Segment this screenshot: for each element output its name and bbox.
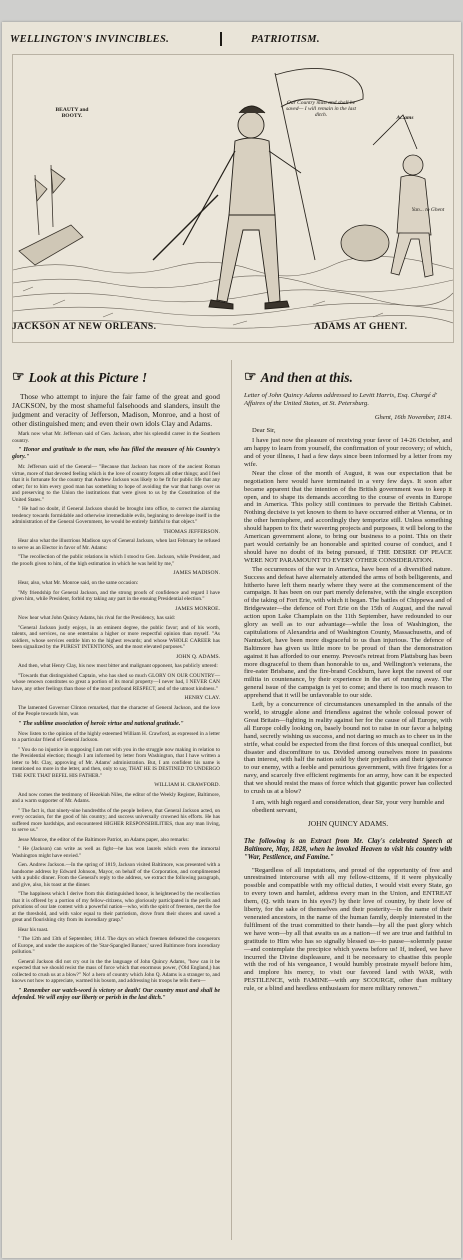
column-divider xyxy=(231,360,232,1240)
letter-signature: JOHN QUINCY ADAMS. xyxy=(307,818,389,828)
pointing-hand-icon: ☞ xyxy=(12,370,25,385)
caption-jackson-new-orleans: JACKSON AT NEW ORLEANS. xyxy=(12,322,157,332)
signature-madison: JAMES MADISON. xyxy=(173,570,220,577)
paragraph: "General Jackson justly enjoys, in an eminent degree, the public favor; and of his worth, talents, and services, no one entertains a higher or more respectful opinion than myself. "As soldiers, whose services entitle him to the highest rewards; and whose WHOLE CAREER has been signalized by the PUREST INTENTIONS, and the most elevated purposes." xyxy=(12,624,220,651)
paragraph: Now listen to the opinion of the highly esteemed William H. Crawford, as expressed in a letter to a particular friend of General Jackson. xyxy=(12,730,220,744)
paragraph: " He had no doubt, if General Jackson should be brought into office, to correct the alarming tendency towards formidable and otherwise irremediable evils, beginning to develope itself in the administration of the General Government, he would be entirely faithful to that object." xyxy=(12,506,220,526)
pointing-hand-icon: ☞ xyxy=(244,370,257,385)
header-left-title: WELLINGTON'S INVINCIBLES. xyxy=(10,34,170,45)
letter-salutation: Dear Sir, xyxy=(252,427,276,435)
paragraph: Gen. Andrew Jackson.—In the spring of 1819, Jackson visited Baltimore, was presented with a handsome address by Edward Johnson, Mayor, on behalf of the Corporation, and complimented with a public dinner. From the General's reply to the address, we extract the following paragraph, and give, also, his toast at the dinner. xyxy=(12,862,220,888)
signature-clay: HENRY CLAY. xyxy=(184,695,220,702)
paragraph: Hear, also, what Mr. Monroe said, on the same occasion: xyxy=(18,580,139,587)
paragraph: "My friendship for General Jackson, and the strong proofs of confidence and regard I have given him, while President, forbid my taking any part in the ensuing Presidential election." xyxy=(12,589,220,603)
paragraph: And then, what Henry Clay, his now most bitter and malignant opponent, has publicly uttered: xyxy=(18,663,218,670)
paragraph: "Regardless of all imputations, and proud of the opportunity of free and unrestrained intercourse with all my fellow-citizens, if it were physically possible and compatible with my official duties, I would visit every State, go to every town and hamlet, address every man in the Union, and ENTREAT them, (Q. with tears in his eyes?) by their love of country, by their love of liberty, for the sake of themselves and their posterity—in the name of their venerated ancestors, in the name of the human family, deeply interested in the fulfilment of the trust committed to their hands—by all the past glory which we have won—by all that awaits us as a nation—if we are true and faithful in gratitude to Him who has so signally blessed us—to pause—solemnly pause—and contemplate the precipice which yawns before us! If, indeed, we have incurred the Divine displeasure, and it be necessary to chastise this people with the rod of his vengeance, I would humbly prostrate myself before him, and implore his mercy, to visit our favored land with WAR, with PESTILENCE, with FAMINE—with any SCOURGE, other than military rule, or a blind and heedless enthusiasm for mere military renown." xyxy=(244,866,452,993)
extract-title: The following is an Extract from Mr. Clay's celebrated Speech at Baltimore, May, 1828, when he invoked Heaven to visit his country with "War, Pestilence, and Famine." xyxy=(244,837,452,862)
paragraph: Hear his toast. xyxy=(18,926,49,933)
left-lede: Those who attempt to injure the fair fame of the great and good JACKSON, by the most shameful falsehoods and slanders, insult the judgment and veracity of Jefferson, Madison, Monroe, and a host of other distinguished men; and even their own idols Clay and Adams. xyxy=(12,392,220,429)
header-right-title: PATRIOTISM. xyxy=(251,34,320,45)
caption-country-saved: Our Country must and shall be saved— I will remain in the last ditch. xyxy=(285,100,357,118)
letter-date: Ghent, 16th November, 1814. xyxy=(374,414,452,422)
signature-jefferson: THOMAS JEFFERSON. xyxy=(163,528,220,535)
caricature-illustration xyxy=(12,54,454,343)
paragraph: Mr. Jefferson said of the General— "Because that Jackson has more of the ancient Roman virtue, more of that devoted feeling which is the love of country forgets all other things; and I feel that it is fortunate for the country that Andrew Jackson was likely to be fit for public life that any other; for to him every good man has something to hope of avoiding the war that hangs over us and preserving to the Union the institutions that were given to us by the Constitution of the United States." xyxy=(12,464,220,503)
quote: " Honor and gratitude to the man, who has filled the measure of his Country's glory." xyxy=(12,447,220,461)
left-heading xyxy=(12,370,220,386)
quote: " Remember our watch-word is victory or death! Our country must and shall be defended. We will enjoy our liberty or perish in the last ditch." xyxy=(12,987,220,1001)
signature-monroe: JAMES MONROE. xyxy=(175,605,220,612)
right-heading xyxy=(244,370,452,386)
caption-adams-ghent: ADAMS AT GHENT. xyxy=(314,322,408,332)
caricature-drawing xyxy=(13,55,453,342)
letter-body xyxy=(244,437,452,796)
extract-body xyxy=(244,867,452,994)
paragraph: And now comes the testimony of Hezekiah Niles, the editor of the Weekly Register, Baltimore, and a warm supporter of Mr. Adams. xyxy=(12,791,220,805)
quote: " The sublime association of heroic virtue and national gratitude." xyxy=(18,720,184,727)
right-column xyxy=(244,370,452,996)
header-divider xyxy=(220,32,222,46)
signature-crawford: WILLIAM H. CRAWFORD. xyxy=(154,782,220,789)
letter-closing: I am, with high regard and consideration, dear Sir, your very humble and obedient servant, xyxy=(252,798,445,814)
paragraph: " The fact is, that ninety-nine hundredths of the people believe, that General Jackson acted, on every occasion, for the good of his country; and success universally crowned his efforts. He has suffered more hardships, and encountered HIGHER RESPONSIBILITIES, than any man living, to serve us." xyxy=(12,807,220,834)
caption-beauty-booty: BEAUTY and BOOTY. xyxy=(55,107,89,119)
paragraph: Now hear what John Quincy Adams, his rival for the Presidency, has said: xyxy=(18,615,176,622)
paragraph: The occurrences of the war in America, have been of a diversified nature. Success and defeat have alternately attended the arms of both belligerents, and hitherto have left them nearly where they were at the commencement of the campaign. It has been on our part merely defensive, with the single exception of the taking of Fort Erie, with which it began. The battles of Chippewa and of Bridgewater—the defence of Fort Erie on the 15th of August, and the naval action upon Lake Champlain on the 11th September, have redounded to our glory as well as to our advantage—while the loss of Washington, the capitulations of Alexandria and of Washington County, Massachusetts, and of Nantucket, have been more disgraceful to us than injurious. The defence of Baltimore has given us little more to be proud of than the demonstration against it has afforded to our enemy. Prevost's retreat from Plattsburg has been more disgraceful to them than honorable to us, and Wellington's veterans, the fire-eater Brisbane, and the fire-brand Cockburn, have kept the rawest of our militia in countenance, by their experience in the art of running away. The general issue of the campaign is yet to come; and there is too much reason to apprehend that it will be unfavorable to our side. xyxy=(244,565,452,700)
right-heading-text: And then at this. xyxy=(260,370,353,385)
signature-adams: JOHN Q. ADAMS. xyxy=(176,653,220,660)
paragraph: " The 12th and 13th of September, 1814. The days on which freemen defeated the conquerors of Europe, and under the auspices of the 'Star-Spangled Banner,' saved Baltimore from incendiary pollution." xyxy=(12,936,220,956)
paragraph: Jesse Monroe, the editor of the Baltimore Patriot, an Adams paper, also remarks: xyxy=(18,836,189,843)
paragraph: I have just now the pleasure of receiving your favor of 14-26 October, and am happy to learn from yourself, the confirmation of your recovery; of which, and of your illness, I had a few days since been informed by a letter from my wife. xyxy=(244,437,452,468)
paragraph: "The recollection of the public relations in which I stood to Gen. Jackson, while President, and the proofs given to him, of the high estimation in which he was held by me," xyxy=(12,554,220,567)
caption-adams: A...ams xyxy=(396,115,414,121)
broadside-header xyxy=(8,28,455,50)
paragraph: Left, by a concurrence of circumstances unexampled in the annals of the world, to struggle alone and friendless against the whole colossal power of Great Britain—fighting in reality against her for the cause of all Europe, with all Europe coldly looking on, basely bound not to raise in our favor a helping hand, secretly wishing us success, and not daring so much as to cheer us in the strife, what could be expected from the first forces of this unequal conflict, but disaster and discomfiture to us. Divided among ourselves more in passions than interest, with half the nation sold by their prejudices and their ignorance to our enemy, with a feeble and penurious government, with five frigates for a navy, and scarcely five efficient regiments for an army, how can it be expected that we should resist the mass of force which that gigantic power has collected to crush us at a blow? xyxy=(244,701,452,796)
paragraph: "Towards that distinguished Captain, who has shed so much GLORY ON OUR COUNTRY—whose renown constitutes so great a portion of its moral property—I never had, I NEVER CAN have, any other feelings than those of the most profound RESPECT, and of the utmost kindness." xyxy=(12,672,220,692)
paragraph: " You do no injustice in supposing I am not with you in the struggle now making in relation to the Presidential election; though I am informed by letter from Washington, that I have written a letter to Mr. Clay, approving of Mr. Adams' administration. But, I am confident his name is mentioned no more in the letter, and then, only to say, THAT HE IS DESTINED TO UNDERGO THE FATE THAT BEFEL HIS FATHER." xyxy=(12,746,220,779)
paragraph: "The happiness which I derive from this distinguished honor, is heightened by the recollection that it is offered by a portion of my fellow-citizens, who gloriously participated in the perils and privations of our late contest with a powerful nation—who, with the spirit of freemen, met the foe at the threshold, and with valor equal to their patriotism, drove from their shores and saved a great and flourishing city from its incendiary grasp." xyxy=(12,891,220,924)
paragraph: The lamented Governor Clinton remarked, that the character of General Jackson, and the love of the People towards him, was xyxy=(12,704,220,718)
caption-to-ghent: Yan... to Ghent xyxy=(411,207,445,213)
paragraph: Mark now what Mr. Jefferson said of Gen. Jackson, after his splendid career in the Southern country. xyxy=(12,431,220,444)
paragraph: General Jackson did not cry out in the the language of John Quincy Adams, "how can it be expected that we should resist the mass of force which that enormous power, ('Old England,) has collected to crush us at a blow?" No! a hero of country which John Q. Adams is a stranger to, and knows not how to appreciate, warmed his bosom, and addressing his troops he tells them— xyxy=(12,958,220,985)
left-column xyxy=(12,370,220,1005)
left-heading-text: Look at this Picture ! xyxy=(28,370,148,385)
broadside-sheet xyxy=(2,22,461,1258)
letter-title: Letter of John Quincy Adams addressed to Levitt Harris, Esq. Chargé d' Affaires of the United States, at St. Petersburg. xyxy=(244,392,438,408)
paragraph: Hear also what the illustrious Madison says of General Jackson, when last February he refused to serve as an Elector in favor of Mr. Adams: xyxy=(12,538,220,551)
paragraph: " He (Jackson) can write as well as fight—he has won laurels which even the immortal Washington might have envied." xyxy=(12,846,220,859)
paragraph: Near the close of the month of August, it was our expectation that be negotiation here would have terminated in a very few days. It soon after became apparent that the intention of the British government was to keep it open, and to shape its demands according to the course of events in Europe and in America. This policy still continues to pervade the British Cabinet. Nothing decisive is yet known to them to have occurred either at Vienna, or in the other hemisphere, and accordingly they temporize still. Unless something should happen to fix their wavering projects and purposes, it will belong to the American government alone, to bring our business to a point. This on their part would certainly be an honorable and spirited course of conduct, and I should have no doubt of its being pursued, if THE DESIRE OF PEACE WERE NOT PARAMOUNT TO EVERY OTHER CONSIDERATION. xyxy=(244,469,452,564)
